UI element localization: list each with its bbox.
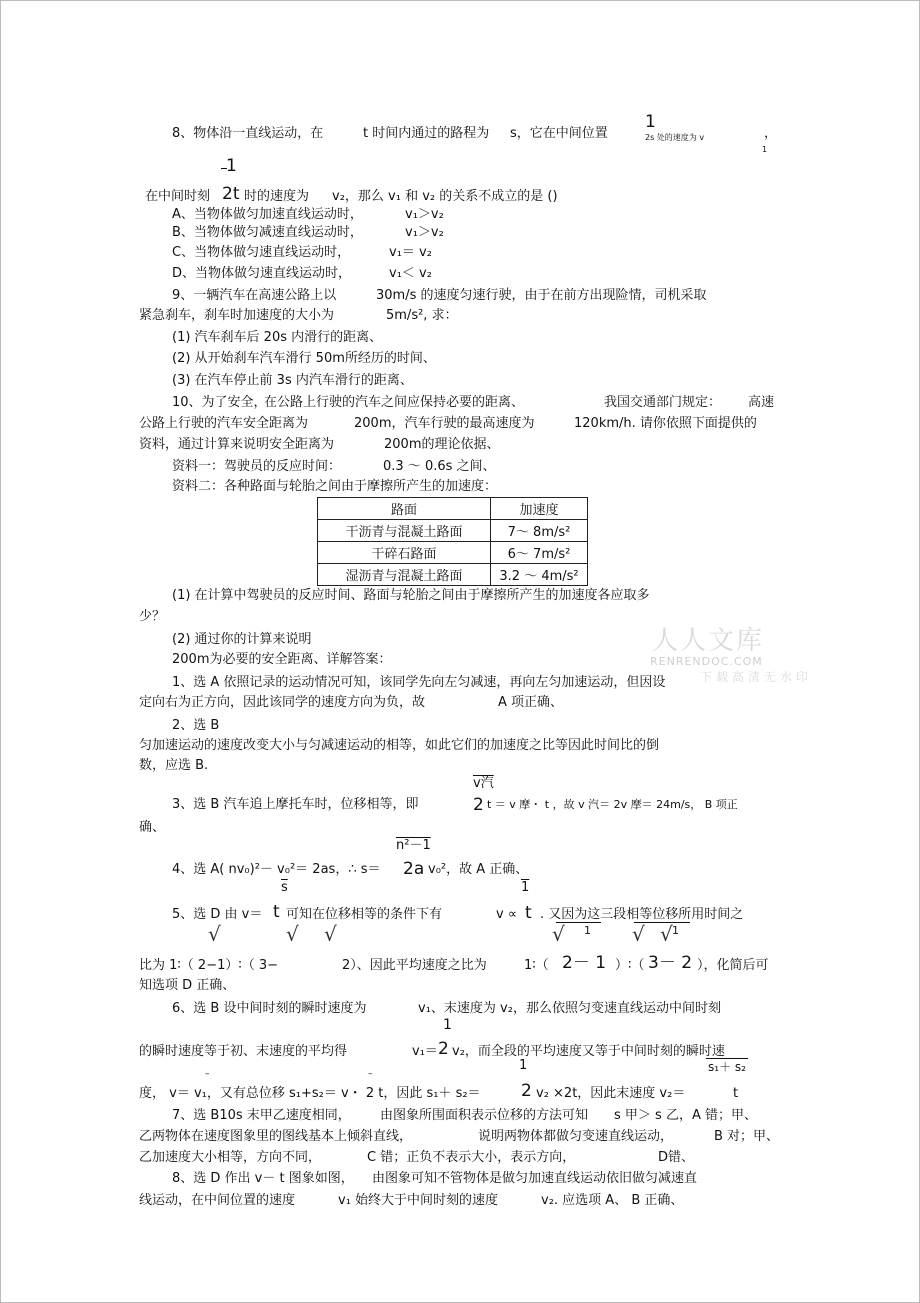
answer-6-dash: – xyxy=(205,1069,210,1079)
q8-line2-d: v₂，那么 v₁ 和 v₂ 的关系不成立的是 () xyxy=(332,189,558,204)
answer-8-line2-b: v₁ 始终大于中间时刻的速度 xyxy=(338,1193,499,1208)
watermark-note: 下载高清无水印 xyxy=(700,670,813,684)
answer-1-line2-b: A 项正确、 xyxy=(498,695,564,710)
table-row xyxy=(318,564,588,586)
q8-option-b-val: v₁＞v₂ xyxy=(405,225,444,240)
answer-7-line2-c: B 对；甲、 xyxy=(714,1129,780,1144)
sqrt-icon: √ xyxy=(632,922,645,946)
sqrt-icon: √ xyxy=(324,922,337,946)
answer-8-line1: 8、选 D 作出 v－ t 图象如图， xyxy=(172,1171,354,1186)
table-header-cell: 路面 xyxy=(318,498,491,520)
answer-6-line1: 6、选 B 设中间时刻的瞬时速度为 xyxy=(172,1001,367,1016)
q8-line1-b: t 时间内通过的路程为 xyxy=(363,126,490,141)
q10-line2-b: 200m，汽车行驶的最高速度为 xyxy=(354,416,535,431)
answer-3-line2: 确、 xyxy=(139,820,166,835)
q8-fraction2-top: 1 xyxy=(226,156,237,176)
table-cell: 3.2 ～ 4m/s² xyxy=(491,564,588,586)
answer-3-denominator: 2 xyxy=(473,795,484,815)
q10-part1-b: 少？ xyxy=(139,609,166,624)
answer-8-line1-b: 由图象可知不管物体是做匀加速直线运动依旧做匀减速直 xyxy=(372,1171,698,1186)
answer-6-dash: – xyxy=(368,1069,373,1079)
q10-line3-b: 200m的理论依据、 xyxy=(384,437,500,452)
q10-line1-c: 我国交通部门规定： xyxy=(604,395,722,410)
q10-line2: 公路上行驶的汽车安全距离为 xyxy=(139,416,309,431)
q8-option-c-val: v₁＝ v₂ xyxy=(389,245,432,260)
answer-6-t: t xyxy=(733,1086,739,1101)
watermark-url: RENRENDOC.COM xyxy=(650,655,763,668)
q10-line1-d: 高速 xyxy=(748,395,775,410)
q10-line2-c: 120km/h. 请你依照下面提供的 xyxy=(574,416,757,431)
answer-5-line2-b: 2）、因此平均速度之比为 xyxy=(342,958,487,973)
q10-part2: (2) 通过你的计算来说明 xyxy=(172,632,312,647)
q9-line1-b: 30m/s 的速度匀速行驶，由于在前方出现险情，司机采取 xyxy=(376,288,707,303)
sqrt-icon: √ xyxy=(552,922,565,946)
answer-7-line1: 7、选 B10s 末甲乙速度相同， xyxy=(172,1108,351,1123)
answer-5-line2: 比为 1∶（ 2−1）∶（ 3− xyxy=(139,958,279,973)
q8-option-c: C、当物体做匀速直线运动时， xyxy=(172,245,351,260)
answer-3-line1: 3、选 B 汽车追上摩托车时，位移相等，即 xyxy=(172,797,419,812)
sqrt-icon: √ xyxy=(208,922,221,946)
q8-option-d-val: v₁＜ v₂ xyxy=(389,266,432,281)
table-row xyxy=(318,542,588,564)
table-cell: 干沥青与混凝土路面 xyxy=(318,520,491,542)
q10-line3: 资料，通过计算来说明安全距离为 xyxy=(139,437,335,452)
answer-5-line2-c: ），化简后可 xyxy=(697,958,769,973)
table-cell: 6～ 7m/s² xyxy=(491,542,588,564)
q8-option-d: D、当物体做匀速直线运动时， xyxy=(172,266,352,281)
answer-8-line2: 线运动，在中间位置的速度 xyxy=(139,1193,296,1208)
q8-line2-2t: 2t xyxy=(222,184,240,204)
answer-8-line2-c: v₂. 应选项 A、 B 正确、 xyxy=(541,1193,684,1208)
q8-option-b: B、当物体做匀减速直线运动时， xyxy=(172,225,363,240)
answer-5-line1-c: v ∝ xyxy=(496,907,518,922)
table-header-cell: 加速度 xyxy=(491,498,588,520)
answer-5-line3: 知选项 D 正确、 xyxy=(139,978,236,993)
q9-sub2: (2) 从开始刹车汽车滑行 50m所经历的时间、 xyxy=(172,351,436,366)
answer-6-one: 1 xyxy=(443,1017,452,1033)
table-cell: 干碎石路面 xyxy=(318,542,491,564)
answer-5-ratio-d: 3－ 2 xyxy=(648,953,693,973)
answer-2-line3: 数，应选 B. xyxy=(139,758,209,773)
answer-6-line1-b: v₁、末速度为 v₂，那么依照匀变速直线运动中间时刻 xyxy=(418,1001,721,1016)
watermark-title: 人人文库 xyxy=(652,626,765,656)
answer-7-line3-c: D错、 xyxy=(658,1150,695,1165)
answer-4-line1-b: v₀²，故 A 正确、 xyxy=(428,862,529,877)
answer-4-denominator: 2a xyxy=(403,859,425,879)
q8-comma: ， xyxy=(764,126,778,141)
answer-2-line1: 2、选 B xyxy=(172,718,220,733)
table-header-row xyxy=(318,498,588,520)
answer-7-line1-b: 由图象所围面积表示位移的方法可知 xyxy=(380,1108,589,1123)
q10-data2: 资料二：各种路面与轮胎之间由于摩擦所产生的加速度： xyxy=(172,479,498,494)
answer-5-sqrt-bar: 1 xyxy=(634,922,690,939)
friction-acceleration-table xyxy=(317,497,588,586)
answer-6-two: 2 xyxy=(438,1039,449,1059)
q8-option-a: A、当物体做匀加速直线运动时， xyxy=(172,207,363,222)
answer-5-ratio-a: 1∶（ xyxy=(524,958,549,973)
answer-5-t2: t xyxy=(525,903,532,923)
q10-part1: (1) 在计算中驾驶员的反应时间、路面与轮胎之间由于摩擦所产生的加速度各应取多 xyxy=(172,588,650,603)
q8-line2-c: 时的速度为 xyxy=(244,189,310,204)
table-cell: 7～ 8m/s² xyxy=(491,520,588,542)
answer-6-one-b: 1 xyxy=(519,1058,528,1073)
answer-4-line1: 4、选 A( nv₀)²－ v₀²＝ 2as，∴ s＝ xyxy=(172,862,381,877)
q10-data1: 资料一：驾驶员的反应时间： xyxy=(172,459,342,474)
q10-line1-b: 在公路上行驶的汽车之间应保持必要的距离、 xyxy=(264,395,525,410)
q8-option-a-val: v₁＞v₂ xyxy=(405,207,444,222)
answer-1-line1: 1、选 A 依照记录的运动情况可知，该同学先向左匀减速，再向左匀加速运动，但因设 xyxy=(172,675,666,690)
q8-line2: 在中间时刻 xyxy=(145,189,211,204)
answer-6-two-b: 2 xyxy=(521,1081,532,1101)
answer-5-line1-d: . 又因为这三段相等位移所用时间之 xyxy=(540,907,744,922)
q8-fraction2-bar xyxy=(221,168,227,169)
answer-1-line2: 定向右为正方向，因此该同学的速度方向为负，故 xyxy=(139,695,426,710)
answer-5-sqrt-bar: 1 xyxy=(556,922,601,939)
answer-6-line2-c: v₂，而全段的平均速度又等于中间时刻的瞬时速 xyxy=(452,1044,725,1059)
q8-line1-c: s，它在中间位置 xyxy=(510,126,608,141)
answer-5-line1: 5、选 D 由 v＝ xyxy=(172,907,263,922)
q10-part2-b: 200m为必要的安全距离、详解答案： xyxy=(172,652,392,667)
answer-4-numerator: n²－1 xyxy=(396,838,431,853)
answer-3-line1-b: t ＝ v 摩・ t ，故 v 汽＝ 2v 摩＝ 24m/s， B 项正 xyxy=(487,798,738,811)
answer-6-line2: 的瞬时速度等于初、末速度的平均得 xyxy=(139,1044,348,1059)
answer-6-line3-b: v₂ ×2t，因此末速度 v₂＝ xyxy=(536,1086,686,1101)
answer-7-line3-b: C 错；正负不表示大小，表示方向， xyxy=(367,1150,576,1165)
answer-5-line1-b: 可知在位移相等的条件下有 xyxy=(286,907,443,922)
answer-4-s: $\overline{s}$ xyxy=(281,880,288,895)
table-row xyxy=(318,520,588,542)
answer-7-line2-b: 说明两物体都做匀变速直线运动， xyxy=(478,1129,674,1144)
answer-2-line2: 匀加速运动的速度改变大小与匀减速运动的相等，如此它们的加速度之比等因此时间比的倒 xyxy=(139,738,660,753)
q8-sub1: 1 xyxy=(762,145,768,154)
q10-line1: 10、为了安全， xyxy=(172,395,267,410)
answer-4-one: 1 xyxy=(521,880,530,895)
answer-7-line2: 乙两物体在速度图象里的图线基本上倾斜直线， xyxy=(139,1129,413,1144)
answer-6-line2-b: v₁＝ xyxy=(412,1044,438,1059)
q8-fraction-top: 1 xyxy=(645,112,656,132)
answer-7-line3: 乙加速度大小相等，方向不同， xyxy=(139,1150,322,1165)
answer-3-numerator: v汽 xyxy=(473,776,494,791)
sqrt-icon: √ xyxy=(660,922,673,946)
q8-line1: 8、物体沿一直线运动，在 xyxy=(172,126,324,141)
answer-5-ratio-b: 2－ 1 xyxy=(562,953,607,973)
answer-7-line1-c: s 甲＞ s 乙，A 错；甲、 xyxy=(614,1108,757,1123)
q9-line1: 9、一辆汽车在高速公路上以 xyxy=(172,288,337,303)
answer-5-ratio-c: ）∶（ xyxy=(615,958,645,973)
sqrt-icon: √ xyxy=(286,922,299,946)
q9-line2-b: 5m/s², 求： xyxy=(386,308,458,323)
answer-6-numerator: s₁＋ s₂ xyxy=(708,1060,746,1074)
q8-fraction-sub: 2s 处的速度为 v xyxy=(645,133,705,142)
table-cell: 湿沥青与混凝土路面 xyxy=(318,564,491,586)
answer-5-t: t xyxy=(273,902,280,922)
answer-6-line3: 度， v＝ v₁，又有总位移 s₁+s₂＝ v・ 2 t，因此 s₁＋ s₂＝ xyxy=(139,1086,481,1101)
q9-sub3: (3) 在汽车停止前 3s 内汽车滑行的距离、 xyxy=(172,373,413,388)
q10-data1-b: 0.3 ～ 0.6s 之间、 xyxy=(383,459,496,474)
q9-line2: 紧急刹车，刹车时加速度的大小为 xyxy=(139,308,335,323)
q9-sub1: (1) 汽车刹车后 20s 内滑行的距离、 xyxy=(172,330,383,345)
